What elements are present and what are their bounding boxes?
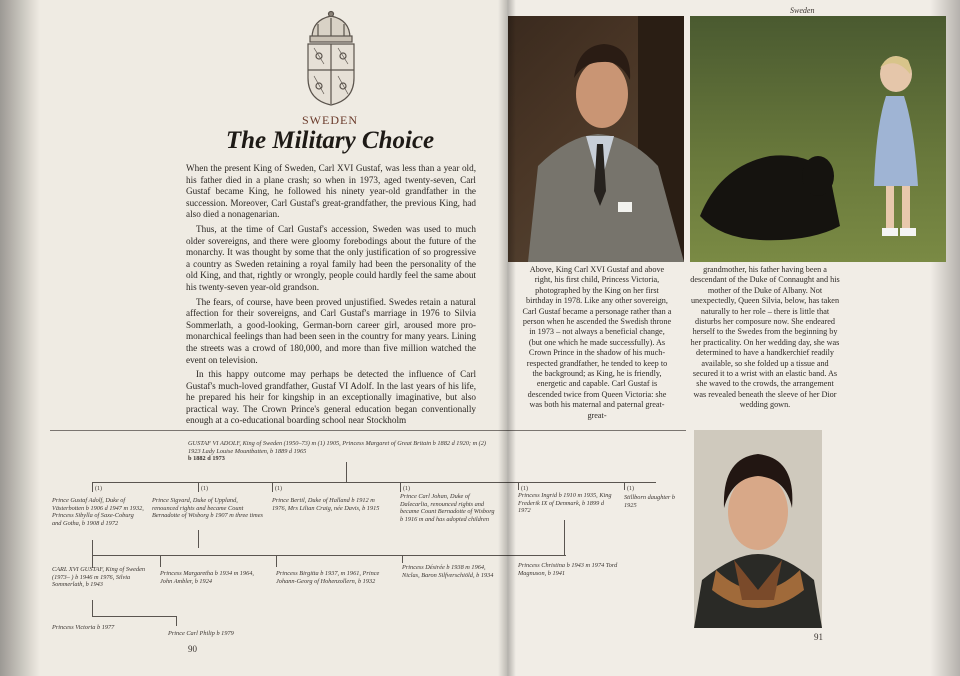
photo-king xyxy=(508,16,684,262)
paragraph: The fears, of course, have been proved unjustified. Swedes retain a natural affection for their sovereigns, and Carl Gustaf's marriage in 1976 to Silvia Sommerlath, a good-looking, German-born career girl, aroused more pro-monarchical feelings than had been seen in the country for many years. Lining the streets was a crowd of 180,000, and more than five million watched the event on television. xyxy=(186,296,476,365)
photo-princess-victoria xyxy=(690,16,946,262)
tree-node: Prince Gustaf Adolf, Duke of Västerbotten b 1906 d 1947 m 1932, Princess Sibylla of Saxe-Coburg and Gotha, b 1908 d 1972 xyxy=(52,497,144,527)
tree-node: Princess Birgitta b 1937, m 1961, Prince Johann-Georg of Hohenzollern, b 1932 xyxy=(276,570,380,585)
tree-node: Prince Carl Philip b 1979 xyxy=(168,630,234,637)
child-and-dog-icon xyxy=(690,16,946,262)
paragraph: Thus, at the time of Carl Gustaf's accession, Sweden was used to much older sovereigns, and there were gloomy forebodings about the future of the monarchy. It was thought by some that the only justification of so progressive a country as Sweden retaining a royal family had been the personality of the old King, and that, rightly or wrongly, people could hardly feel the same about his twenty-seven year-old grandson. xyxy=(186,223,476,292)
paragraph: When the present King of Sweden, Carl XVI Gustaf, was less than a year old, his father died in a plane crash; so when in 1973, aged twenty-seven, Carl Gustaf became King, he followed his ninety year-old grandfather in the succession. Moreover, Carl Gustaf's great-grandfather, the previous King, had also died a nonagenarian. xyxy=(186,163,476,220)
tree-node: Princess Désirée b 1938 m 1964, Niclas, Baron Silfverschiöld, b 1934 xyxy=(402,564,494,579)
paragraph: In this happy outcome may perhaps be detected the influence of Carl Gustaf's much-loved grandfather, Gustaf VI Adolf. In the last years of his life, he prepared his heir for kingship in an exceptionally imaginative, but also practical way. The Crown Prince's general education began conventionally enough at a co-educational boarding school near Stockholm xyxy=(186,369,476,426)
tree-node: Princess Ingrid b 1910 m 1935, King Frederik IX of Denmark, b 1899 d 1972 xyxy=(518,492,612,515)
tree-node: Princess Margaretha b 1934 m 1964, John Ambler, b 1924 xyxy=(160,570,254,585)
tree-node: Stillborn daughter b 1925 xyxy=(624,494,676,509)
royal-crest-icon xyxy=(300,8,362,108)
tree-node: Prince Bertil, Duke of Halland b 1912 m 1976, Mrs Lilian Craig, née Davis, b 1915 xyxy=(272,497,380,512)
body-text xyxy=(186,163,476,430)
king-portrait-icon xyxy=(508,16,684,262)
running-head: Sweden xyxy=(790,6,815,15)
tree-node: Princess Victoria b 1977 xyxy=(52,624,115,631)
caption-left: Above, King Carl XVI Gustaf and above right, his first child, Princess Victoria, photographed by the King on her first birthday in 1978. Like any other sovereign, Carl Gustaf became a personage rather than a person when he ascended the Swedish throne in 1973 – not always a beneficial change, (but one which he made successfully). As Crown Prince in the shadow of his much-respected grandfather, he tended to keep to the background; as King, he is friendly, energetic and capable. Carl Gustaf is descended twice from Queen Victoria: she was both his maternal and paternal great-great- xyxy=(522,265,672,420)
page-number-left: 90 xyxy=(188,644,197,654)
book-gutter xyxy=(498,0,516,676)
photo-queen-silvia xyxy=(694,430,822,628)
tree-node: Princess Christina b 1943 m 1974 Tord Magnuson, b 1941 xyxy=(518,562,618,577)
page-number-right: 91 xyxy=(814,632,823,642)
left-page: SWEDEN The Military Choice When the present King of Sweden, Carl XVI Gustaf, was less than a year old, his father died in a plane crash; so when in 1973, aged twenty-seven, Carl Gustaf became King, he followed his ninety year-old grandfather in the succession. Moreover, Carl Gustaf's great-grandfather, the previous King, had also died a nonagenarian. Thus, at the time of Carl Gustaf's accession, Sweden was used to much older sovereigns, and there were gloomy forebodings about the future of the monarchy. It was thought by some that the only justification of so progressive a country as Sweden retaining a royal family had been the personality of the old King, and that, rightly or wrongly, people could hardly feel the same about his twenty-seven year-old grandson. The fears, of course, have been proved unjustified. Swedes retain a natural affection for their sovereigns, and Carl Gustaf's marriage in 1976 to Silvia Sommerlath, a good-looking, German-born career girl, aroused more pro-monarchical feelings than had been seen in the country for many years. Lining the streets was a crowd of 180,000, and more than five million watched the event on television. In this happy outcome may perhaps be detected the influence of Carl Gustaf's much-loved grandfather, Gustaf VI Adolf. In the last years of his life, he prepared his heir for kingship in an exceptionally imaginative, but also practical way. The Crown Prince's general education began conventionally enough at a co-educational boarding school near Stockholm GUSTAF VI ADOLF, King of Sweden (1950–73) m (1) 1905, Princess Margaret of Great Britain b 1882 d 1920; m (2) 1923 Lady Louise Mountbatten, b 1889 d 1965 b 1882 d 1973 (1) Prince Gustaf Adolf, Duke of Västerbotten b 1906 d 1947 m 1932, Princess Sibylla of Saxe-Coburg and Gotha, b 1908 d 1972 (1) Prince Sigvard, Duke of Uppland, renounced rights and became Count Bernadotte of Wisborg b 1907 m three times (1) Prince Bertil, Duke of Halland b 1912 m 1976, Mrs Lilian Craig, née Davis, b 1915 (1) Prince Carl Johan, Duke of Dalecarlia, renounced rights and became Count Bernadotte of Wisborg b 1916 m and has adopted children CARL XVI GUSTAF, King of Sweden (1973– ) b 1946 m 1976, Silvia Sommerlath, b 1943 Princess Margaretha b 1934 m 1964, John Ambler, b 1924 Princess Birgitta b 1937, m 1961, Prince Johann-Georg of Hohenzollern, b 1932 Princess Désirée b 1938 m 1964, Niclas, Baron Silfverschiöld, b 1934 Princess Victoria b 1977 Prince Carl Philip b 1979 90 xyxy=(0,0,506,676)
page-title: The Military Choice xyxy=(225,127,435,154)
tree-root: GUSTAF VI ADOLF, King of Sweden (1950–73) m (1) 1905, Princess Margaret of Great Britain b 1882 d 1920; m (2) 1923 Lady Louise Mountbatten, b 1889 d 1965 xyxy=(188,440,487,455)
tree-node: Prince Sigvard, Duke of Uppland, renounced rights and became Count Bernadotte of Wisborg b 1907 m three times xyxy=(152,497,263,520)
right-page: Sweden Above, King Carl XVI Gustaf and above right, his first child, Princess Victoria, photographed by the King on her first birthday in 1978. Like any other sovereign, Carl Gustaf became a personage rather than a person when he ascended the Swedish throne in 1973 – not always a beneficial change, (but one which he made successfully). As Crown Prince in the shadow of his much-respected grandfather, he tended to keep to the background; as King, he is friendly, energetic and capable. Carl Gustaf is descended twice from Queen Victoria: she was both his maternal and paternal great-great- grandmother, his father having been a descendant of the Duke of Connaught and his mother of the Duke of Albany. Not unexpectedly, Queen Silvia, below, has taken naturally to her role – there is little that disturbs her composure now. She endeared herself to the Swedes from the beginning by her practicality. On her wedding day, she was determined to have a handkerchief readily available, so she folded up a tissue and secured it to a wrist with an elastic band. As she waved to the crowds, the arrangement was revealed beneath the sleeve of her Dior wedding gown. (1) Princess Ingrid b 1910 m 1935, King Frederik IX of Denmark, b 1899 d 1972 (1) Stillborn daughter b 1925 Princess Christina b 1943 m 1974 Tord Magnuson, b 1941 91 xyxy=(506,0,960,676)
tree-root-dates: b 1882 d 1973 xyxy=(188,455,225,462)
caption-right: grandmother, his father having been a descendant of the Duke of Connaught and his mother of the Duke of Albany. Not unexpectedly, Queen Silvia, below, has taken naturally to her role – there is little that disturbs her composure now. She endeared herself to the Swedes from the beginning by her practicality. On her wedding day, she was determined to have a handkerchief readily available, so she folded up a tissue and secured it to a wrist with an elastic band. As she waved to the crowds, the arrangement was revealed beneath the sleeve of her Dior wedding gown. xyxy=(690,265,840,410)
queen-portrait-icon xyxy=(694,430,822,628)
section-kicker: SWEDEN xyxy=(302,113,358,127)
tree-node: CARL XVI GUSTAF, King of Sweden (1973– ) b 1946 m 1976, Silvia Sommerlath, b 1943 xyxy=(52,566,146,589)
tree-node: Prince Carl Johan, Duke of Dalecarlia, renounced rights and became Count Bernadotte of Wisborg b 1916 m and has adopted children xyxy=(400,493,495,523)
tree-top-rule xyxy=(50,430,506,431)
